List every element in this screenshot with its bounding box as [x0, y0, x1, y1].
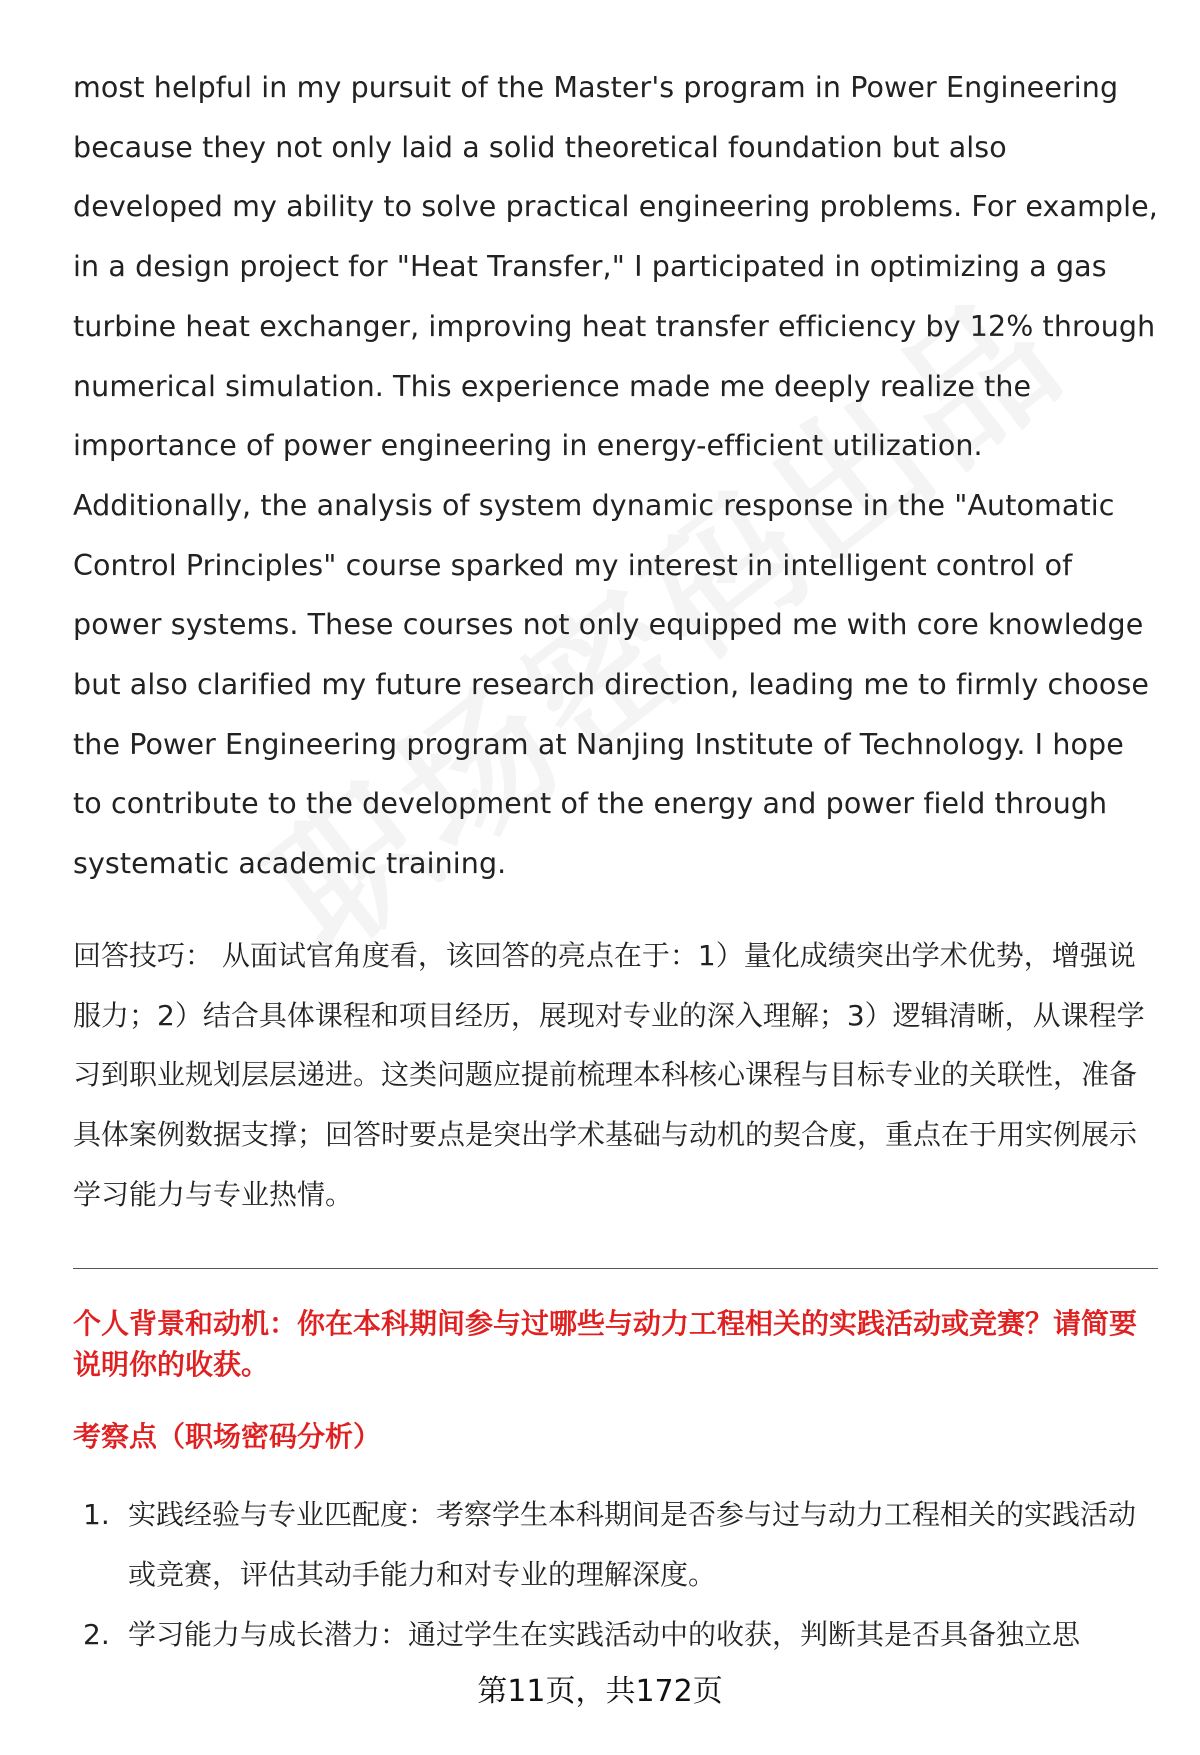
evaluation-points-heading: 考察点（职场密码分析）	[73, 1420, 382, 1454]
page-number-footer: 第11页，共172页	[477, 1674, 723, 1709]
list-item-number: 1.	[83, 1498, 110, 1532]
evaluation-points-list	[73, 1485, 1158, 1664]
list-item	[73, 1605, 1158, 1665]
answer-paragraph: most helpful in my pursuit of the Master's program in Power Engineering because they not only laid a solid theoretical foundation but also developed my ability to solve practical engineering problems. For example, in a design project for "Heat Transfer," I participated in optimizing a gas turbine heat exchanger, improving heat transfer efficiency by 12% through numerical simulation. This experience made me deeply realize the importance of power engineering in energy-efficient utilization. Additionally, the analysis of system dynamic response in the "Automatic Control Principles" course sparked my interest in intelligent control of power systems. These courses not only equipped me with core knowledge but also clarified my future research direction, leading me to firmly choose the Power Engineering program at Nanjing Institute of Technology. I hope to contribute to the development of the energy and power field through systematic academic training.	[73, 71, 1158, 881]
page-content	[73, 58, 1158, 1664]
list-item-text: 实践经验与专业匹配度：考察学生本科期间是否参与过与动力工程相关的实践活动或竞赛，评估其动手能力和对专业的理解深度。	[128, 1498, 1137, 1592]
list-item-text: 学习能力与成长潜力：通过学生在实践活动中的收获，判断其是否具备独立思	[128, 1617, 1081, 1651]
list-item-number: 2.	[83, 1617, 110, 1651]
list-item	[73, 1485, 1158, 1604]
tip-text: 从面试官角度看，该回答的亮点在于：1）量化成绩突出学术优势，增强说服力；2）结合具体课程和项目经历，展现对专业的深入理解；3）逻辑清晰，从课程学习到职业规划层层递进。这类问题应提前梳理本科核心课程与目标专业的关联性，准备具体案例数据支撑；回答时要点是突出学术基础与动机的契合度，重点在于用实例展示学习能力与专业热情。	[73, 938, 1145, 1211]
section-divider	[73, 1268, 1158, 1269]
tip-label: 回答技巧：	[73, 938, 214, 972]
answer-tip	[73, 926, 1158, 1225]
question-heading: 个人背景和动机：你在本科期间参与过哪些与动力工程相关的实践活动或竞赛？请简要说明你的收获。	[73, 1307, 1138, 1382]
